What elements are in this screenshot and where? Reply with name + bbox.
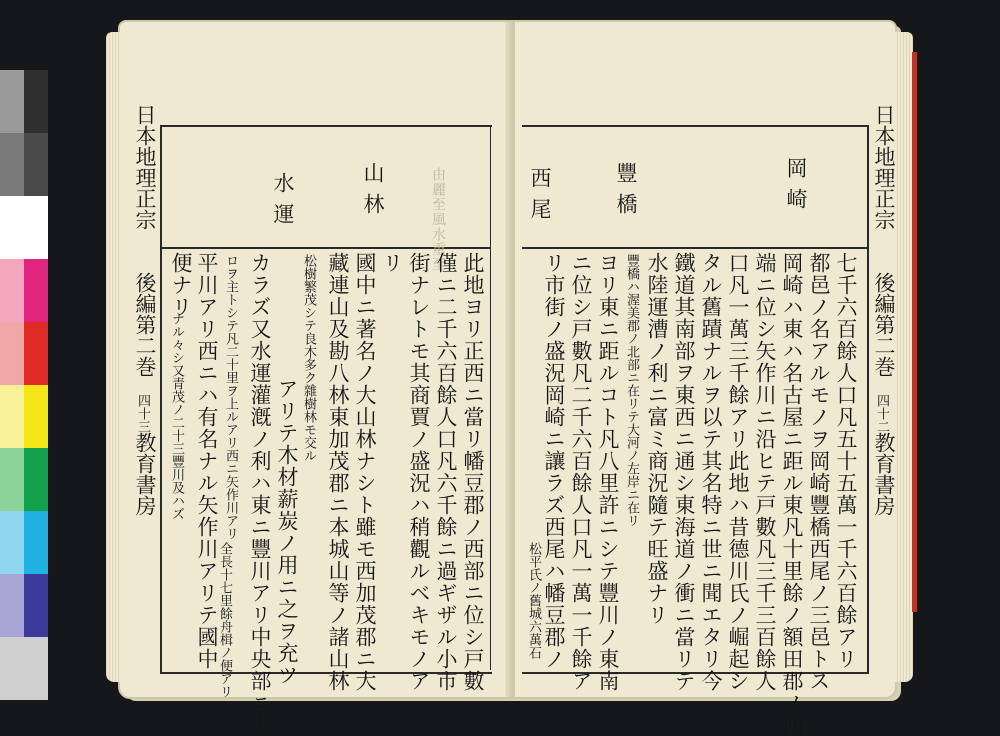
right-page — [515, 22, 896, 736]
right-body-column: 岡崎ハ東ハ名古屋ニ距ル東凡十里餘ノ額田郡ノ西 — [780, 252, 804, 736]
left-body-column: ロヲ主トシテ凡二十里ヲ上ルアリ西ニ矢作川アリ — [223, 254, 238, 540]
color-swatch — [0, 133, 48, 196]
color-swatch-light — [0, 133, 24, 196]
color-swatch — [0, 511, 48, 574]
right-body-column: タル舊蹟ナルヲ以テ其名特ニ世ニ聞エタリ今 — [699, 252, 723, 692]
heading-sanrin: 山林 — [361, 162, 385, 224]
left-header-volume: 後編第二巻 — [133, 272, 157, 377]
left-body-column: アリテ木材薪炭ノ用ニ之ヲ充ツ — [275, 378, 299, 686]
right-body-column: 水陸運漕ノ利ニ富ミ商況隨テ旺盛ナリ — [645, 252, 669, 626]
right-body-column: 都邑ノ名アルモノヲ岡崎豐橋西尾ノ三邑トス — [807, 252, 831, 692]
color-swatch — [0, 637, 48, 700]
color-swatch-light — [0, 448, 24, 511]
right-body-column: 鐵道其南部ヲ東西ニ通シ東海道ノ衝ニ當リテ — [672, 252, 696, 692]
color-swatch-light — [0, 511, 24, 574]
color-swatch-dark — [24, 385, 48, 448]
color-calibration-strip — [0, 70, 48, 635]
color-swatch-light — [0, 196, 24, 259]
right-body-column: 豐橋ハ渥美郡ノ北部ニ在リテ大河ノ左岸ニ在リ — [624, 254, 639, 527]
color-swatch — [0, 448, 48, 511]
left-body-column: カラズ又水運灌漑ノ利ハ東ニ豐川アリ中央部ニ大 — [248, 252, 272, 736]
left-body-column: 藏連山及勘八林東加茂郡ニ本城山等ノ諸山林 — [326, 252, 350, 692]
color-swatch-light — [0, 259, 24, 322]
left-header-page: 四十三 — [135, 394, 150, 433]
color-swatch-dark — [24, 511, 48, 574]
color-swatch-dark — [24, 70, 48, 133]
color-swatch — [0, 574, 48, 637]
left-body-column: 平川アリ西ニハ有名ナル矢作川アリテ國中 — [195, 252, 219, 670]
right-body-column: ヨリ東ニ距ルコト凡八里許ニシテ豐川ノ東南 — [596, 252, 620, 692]
color-swatch-dark — [24, 259, 48, 322]
heading-okazaki: 岡崎 — [784, 157, 808, 219]
color-swatch-light — [0, 574, 24, 637]
open-book — [120, 22, 896, 736]
right-body-column: リ市街ノ盛況岡崎ニ讓ラズ西尾ハ幡豆郡ノ — [542, 252, 566, 670]
side-note-sanrin: 松樹繁茂シテ良木多ク雜樹林モ交ル — [301, 254, 316, 462]
heading-toyohashi: 豐橋 — [614, 162, 638, 224]
red-fore-edge — [912, 52, 917, 612]
color-swatch — [0, 70, 48, 133]
side-note-nishio: 松平氏ノ舊城六萬石 — [526, 542, 541, 659]
color-swatch-light — [0, 637, 24, 700]
heading-nishio: 西尾 — [528, 167, 552, 229]
left-body-column: 國中ニ著名ノ大山林ナシト雖モ西加茂郡ニ大 — [353, 252, 377, 692]
right-body-column: ニ位シ戸數凡二千六百餘人口凡一萬一千餘ア — [569, 252, 593, 692]
color-swatch-light — [0, 322, 24, 385]
left-body-column: 僅ニ二千六百餘人口凡六千餘ニ過ギザル小市 — [434, 252, 458, 692]
right-body-column: 七千六百餘人口凡五十五萬一千六百餘アリ — [834, 252, 858, 670]
color-swatch-light — [0, 70, 24, 133]
faded-bleed-text: 由麗至風水重至 — [430, 167, 446, 272]
left-body-column: ナル々シ又青茂ノ二十三豐川及ハズ — [169, 312, 184, 520]
color-swatch-dark — [24, 448, 48, 511]
heading-suiun: 水運 — [271, 172, 295, 234]
left-header-publisher: 教育書房 — [133, 432, 157, 516]
right-header-title: 日本地理正宗 — [872, 104, 896, 230]
right-header-publisher: 教育書房 — [872, 432, 896, 516]
color-swatch — [0, 322, 48, 385]
right-body-column: 端ニ位シ矢作川ニ沿ヒテ戸數凡三千三百餘人 — [753, 252, 777, 692]
color-swatch-dark — [24, 574, 48, 637]
left-body-column: 街ナレトモ其商賈ノ盛況ハ稍觀ルベキモノア — [407, 252, 431, 692]
color-swatch-light — [0, 385, 24, 448]
right-header-page: 四十二 — [874, 394, 889, 433]
color-swatch — [0, 196, 48, 259]
color-swatch-dark — [24, 322, 48, 385]
left-page — [120, 22, 512, 736]
color-swatch-dark — [24, 637, 48, 700]
right-body-column: 口凡一萬三千餘アリ此地ハ昔德川氏ノ崛起シ — [726, 252, 750, 692]
side-note-suiun: 全長十七里餘舟楫ノ便アリ — [217, 542, 232, 698]
left-body-column: リ — [380, 252, 404, 274]
right-header-volume: 後編第二巻 — [872, 272, 896, 377]
color-swatch — [0, 385, 48, 448]
color-swatch-dark — [24, 196, 48, 259]
color-swatch — [0, 259, 48, 322]
left-body-column: 此地ヨリ正西ニ當リ幡豆郡ノ西部ニ位シ戸數 — [461, 252, 485, 692]
color-swatch-dark — [24, 133, 48, 196]
left-header-title: 日本地理正宗 — [133, 104, 157, 230]
left-body-column: 便ナリ — [169, 252, 193, 318]
